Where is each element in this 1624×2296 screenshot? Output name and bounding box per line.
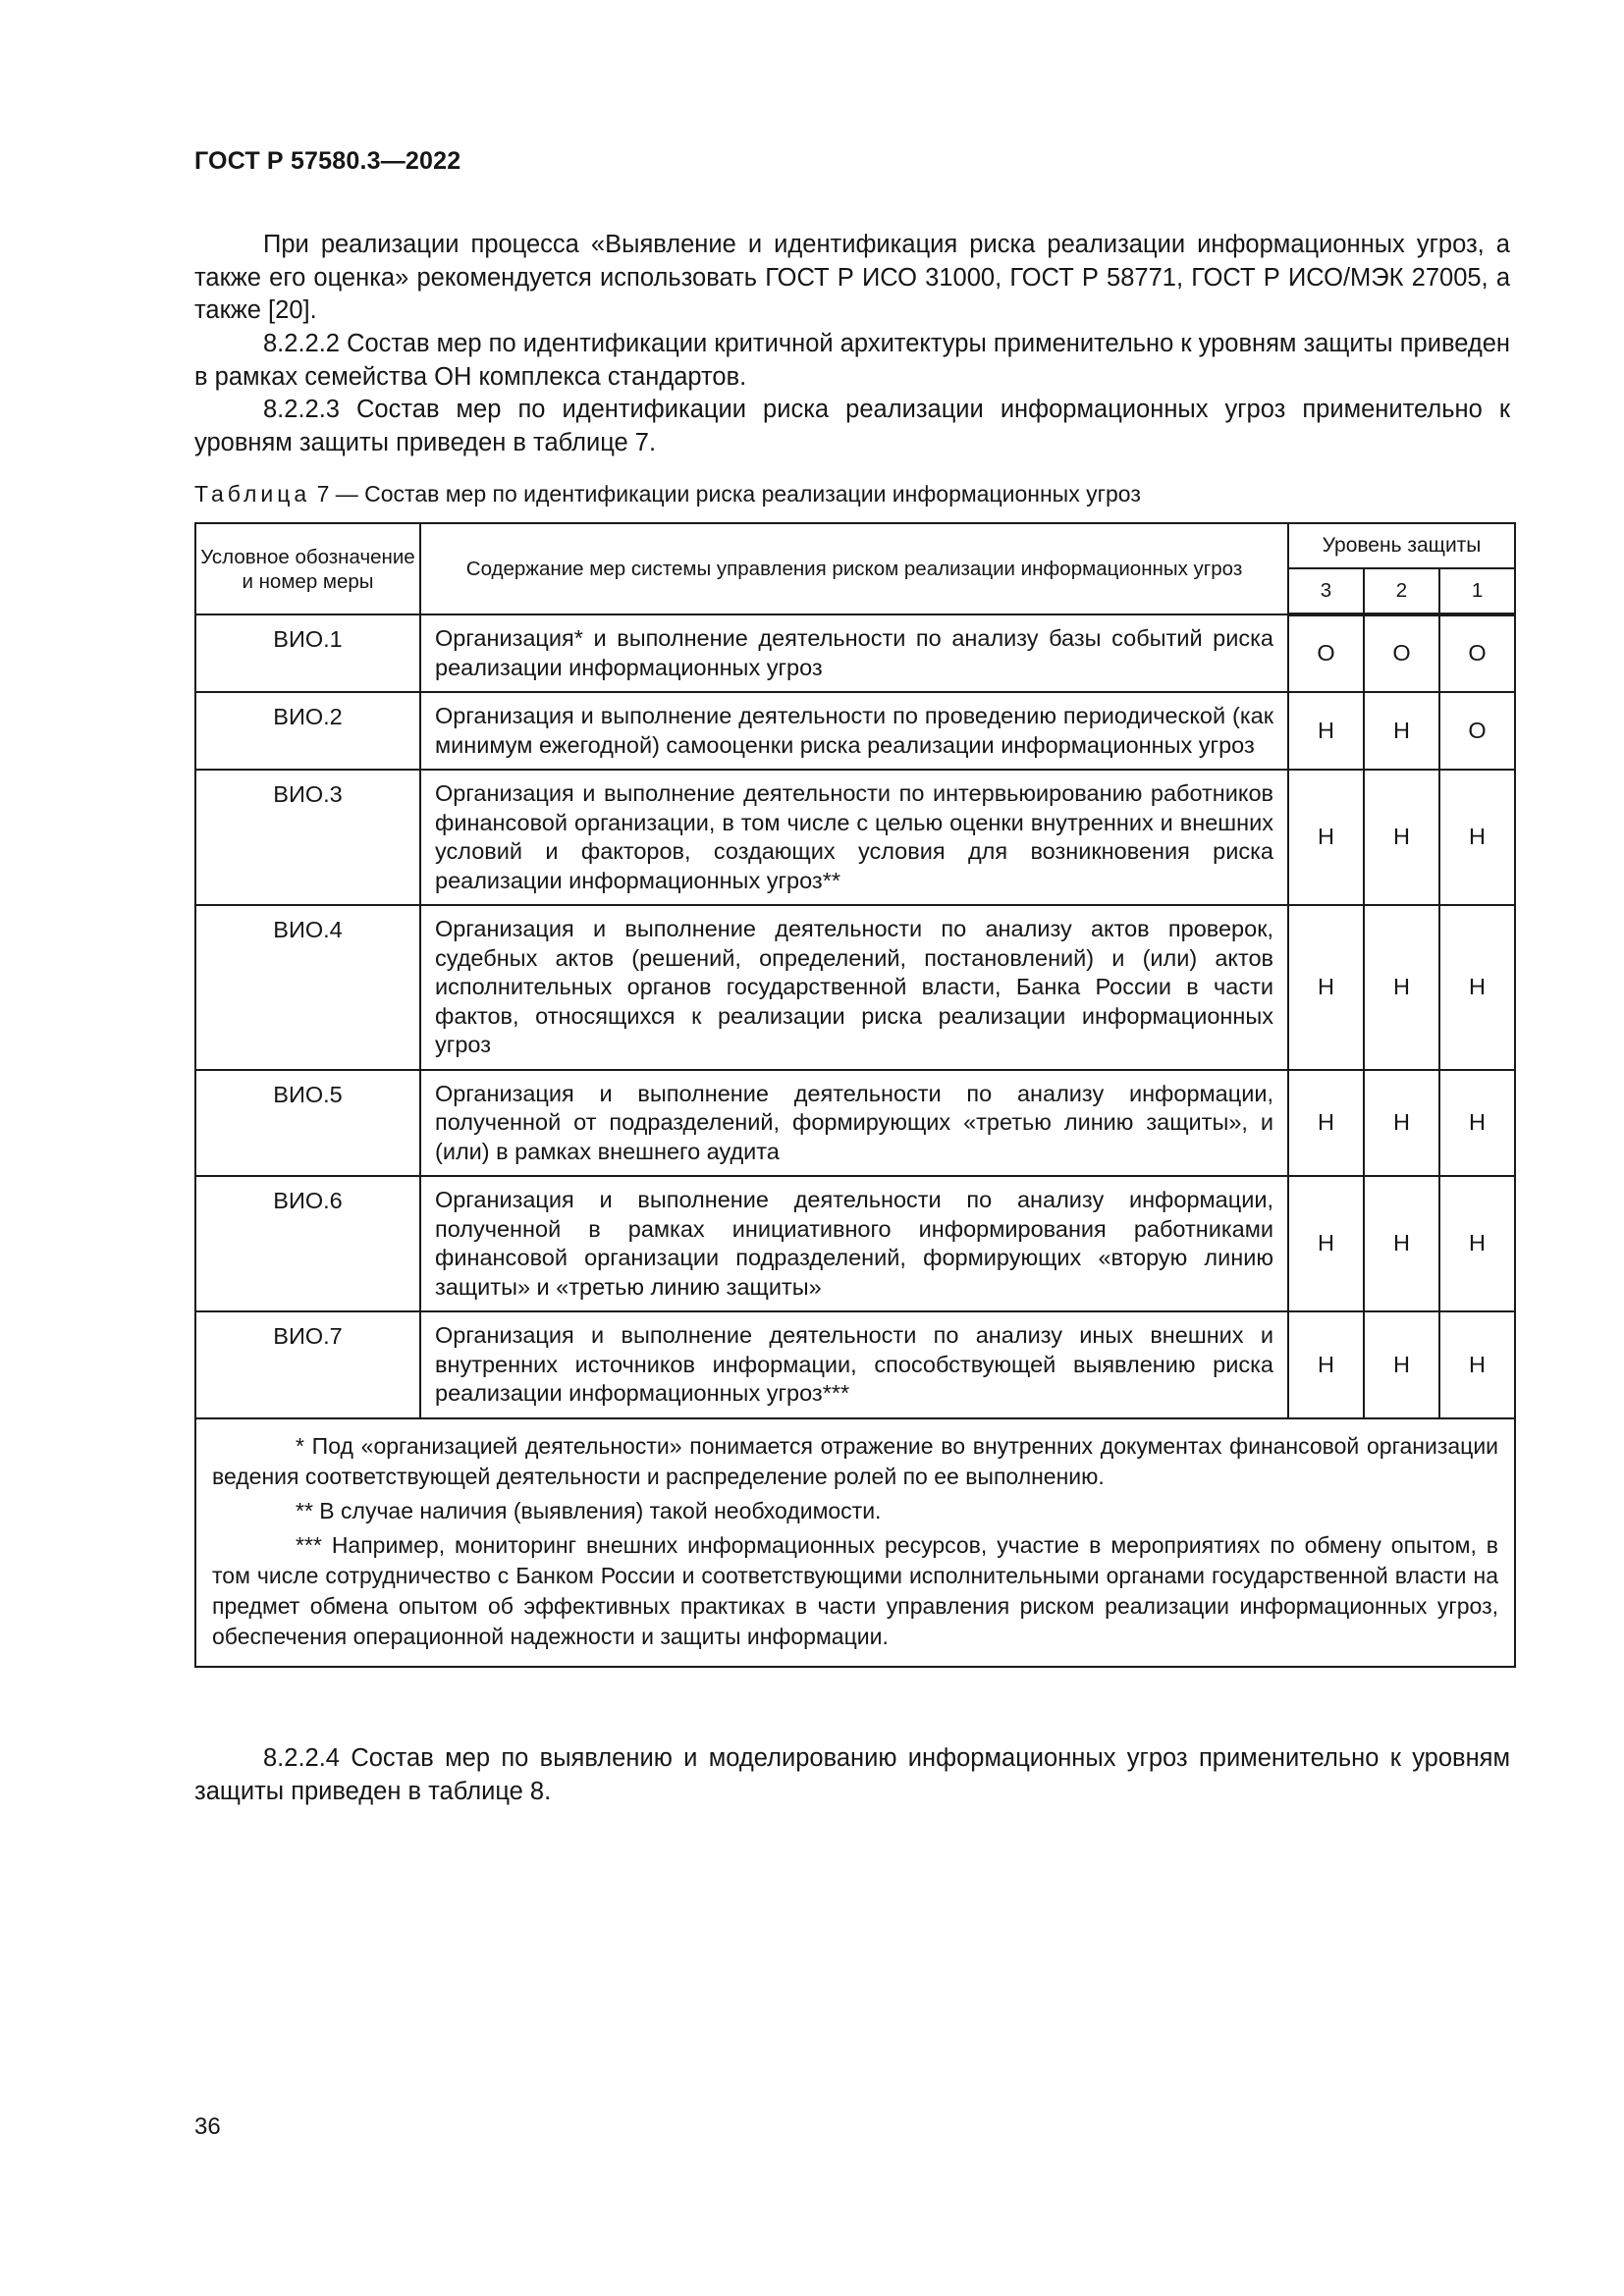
level-3-value: О bbox=[1288, 614, 1364, 692]
measure-code: ВИО.2 bbox=[195, 692, 420, 770]
table-row bbox=[195, 692, 1515, 770]
table-footnotes-row bbox=[195, 1418, 1515, 1667]
paragraph-8-2-2-3: 8.2.2.3 Состав мер по идентификации риска реализации информационных угроз применительно к уровням защиты приведен в таблице 7. bbox=[194, 396, 1510, 456]
page-number: 36 bbox=[194, 2113, 221, 2140]
table-row bbox=[195, 614, 1515, 692]
level-3-value: Н bbox=[1288, 1311, 1364, 1418]
measure-content: Организация и выполнение деятельности по анализу информации, полученной в рамках инициативного информирования работниками финансовой организации подразделений, формирующих «вторую линию защиты» и «третью линию защиты» bbox=[420, 1176, 1288, 1311]
measure-code: ВИО.6 bbox=[195, 1176, 420, 1311]
footnote-3: *** Например, мониторинг внешних информационных ресурсов, участие в мероприятиях по обмену опытом, в том числе сотрудничество с Банком России и соответствующими исполнительными органами государственной власти на предмет обмена опытом об эффективных практиках в части управления риском реализации информационных угроз, обеспечения операционной надежности и защиты информации. bbox=[212, 1531, 1499, 1649]
footnote-2: ** В случае наличия (выявления) такой необходимости. bbox=[296, 1497, 882, 1523]
level-2-value: Н bbox=[1364, 905, 1439, 1070]
header-protection-level: Уровень защиты bbox=[1288, 523, 1515, 568]
level-3-value: Н bbox=[1288, 1070, 1364, 1177]
level-3-value: Н bbox=[1288, 692, 1364, 770]
header-content: Содержание мер системы управления риском реализации информационных угроз bbox=[420, 523, 1288, 614]
paragraph-intro: При реализации процесса «Выявление и идентификация риска реализации информационных угроз, а также его оценка» рекомендуется использовать ГОСТ Р ИСО 31000, ГОСТ Р 58771, ГОСТ Р ИСО/МЭК 27005, а также [20]. bbox=[194, 231, 1510, 324]
measure-content: Организация и выполнение деятельности по анализу актов проверок, судебных актов (решений, определений, постановлений) и (или) актов исполнительных органов государственной власти, Банка России в части фактов, относящихся к реализации риска реализации информационных угроз bbox=[420, 905, 1288, 1070]
level-1-value: О bbox=[1439, 692, 1515, 770]
measure-code: ВИО.1 bbox=[195, 614, 420, 692]
document-header: ГОСТ Р 57580.3—2022 bbox=[194, 147, 461, 175]
measure-content: Организация и выполнение деятельности по анализу информации, полученной от подразделений, формирующих «третью линию защиты», и (или) в рамках внешнего аудита bbox=[420, 1070, 1288, 1177]
measures-table bbox=[194, 522, 1516, 1668]
level-1-value: Н bbox=[1439, 1176, 1515, 1311]
header-level-3: 3 bbox=[1288, 568, 1364, 614]
table-row bbox=[195, 905, 1515, 1070]
measure-content: Организация и выполнение деятельности по проведению периодической (как минимум ежегодной) самооценки риска реализации информационных угроз bbox=[420, 692, 1288, 770]
level-2-value: Н bbox=[1364, 1070, 1439, 1177]
level-1-value: Н bbox=[1439, 770, 1515, 905]
footnote-1: * Под «организацией деятельности» понимается отражение во внутренних документах финансовой организации ведения соответствующей деятельности и распределение ролей по ее выполнению. bbox=[212, 1432, 1499, 1489]
header-level-2: 2 bbox=[1364, 568, 1439, 614]
level-1-value: Н bbox=[1439, 905, 1515, 1070]
header-code: Условное обозначение и номер меры bbox=[195, 523, 420, 614]
measure-content: Организация и выполнение деятельности по анализу иных внешних и внутренних источников информации, способствующей выявлению риска реализации информационных угроз*** bbox=[420, 1311, 1288, 1418]
measure-code: ВИО.7 bbox=[195, 1311, 420, 1418]
level-3-value: Н bbox=[1288, 1176, 1364, 1311]
level-3-value: Н bbox=[1288, 905, 1364, 1070]
level-2-value: Н bbox=[1364, 692, 1439, 770]
measure-code: ВИО.3 bbox=[195, 770, 420, 905]
table-row bbox=[195, 770, 1515, 905]
level-2-value: Н bbox=[1364, 770, 1439, 905]
table-caption-text: 7 — Состав мер по идентификации риска реализации информационных угроз bbox=[310, 481, 1141, 507]
level-2-value: Н bbox=[1364, 1311, 1439, 1418]
level-1-value: Н bbox=[1439, 1311, 1515, 1418]
table-row bbox=[195, 1176, 1515, 1311]
measure-code: ВИО.4 bbox=[195, 905, 420, 1070]
table-row bbox=[195, 1311, 1515, 1418]
level-2-value: Н bbox=[1364, 1176, 1439, 1311]
level-2-value: О bbox=[1364, 614, 1439, 692]
table-footnotes bbox=[195, 1418, 1515, 1667]
level-1-value: О bbox=[1439, 614, 1515, 692]
table-row bbox=[195, 1070, 1515, 1177]
level-3-value: Н bbox=[1288, 770, 1364, 905]
table-caption-label: Таблица bbox=[194, 481, 311, 507]
measure-content: Организация* и выполнение деятельности по анализу базы событий риска реализации информационных угроз bbox=[420, 614, 1288, 692]
paragraph-8-2-2-4: 8.2.2.4 Состав мер по выявлению и моделированию информационных угроз применительно к уровням защиты приведен в таблице 8. bbox=[194, 1744, 1510, 1805]
paragraph-8-2-2-2: 8.2.2.2 Состав мер по идентификации критичной архитектуры применительно к уровням защиты приведен в рамках семейства ОН комплекса стандартов. bbox=[194, 330, 1510, 391]
measure-code: ВИО.5 bbox=[195, 1070, 420, 1177]
table-caption bbox=[194, 481, 1141, 507]
header-level-1: 1 bbox=[1439, 568, 1515, 614]
measure-content: Организация и выполнение деятельности по интервьюированию работников финансовой организации, в том числе с целью оценки внутренних и внешних условий и факторов, создающих условия для возникновения риска реализации информационных угроз** bbox=[420, 770, 1288, 905]
level-1-value: Н bbox=[1439, 1070, 1515, 1177]
